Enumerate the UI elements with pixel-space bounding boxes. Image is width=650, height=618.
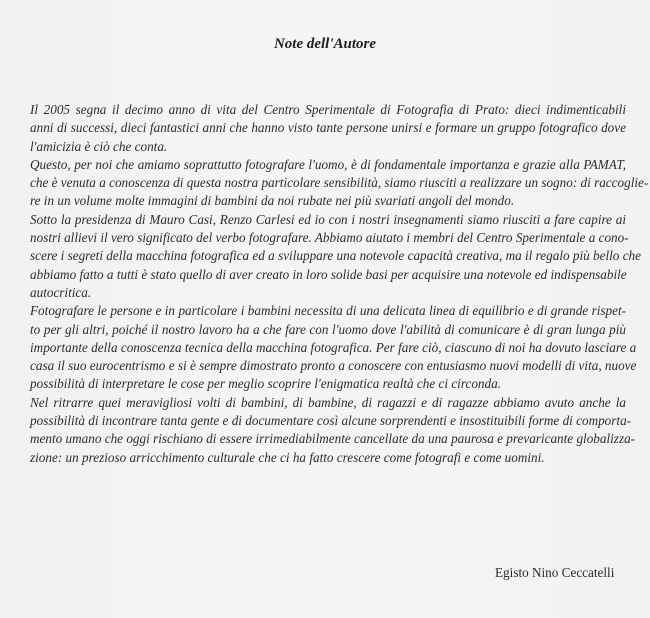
text-line: l'amicizia è ciò che conta. <box>30 138 168 154</box>
body-text <box>30 101 649 467</box>
text-line: importante della conoscenza tecnica della macchina fotografica. Per fare ciò, ciascuno di noi ha dovuto lasciare a <box>30 339 637 355</box>
text-line: autocritica. <box>30 284 92 300</box>
text-line: possibilità di interpretare le cose per meglio scoprire l'enigmatica realtà che ci circonda. <box>30 376 502 392</box>
paragraph-4 <box>30 302 637 393</box>
paragraph-2 <box>30 156 649 211</box>
text-line: mento umano che oggi rischiano di essere irrimediabilmente cancellate da una paurosa e prevaricante globalizza- <box>30 431 636 447</box>
author-signature: Egisto Nino Ceccatelli <box>495 565 615 580</box>
text-line: scere i segreti della macchina fotografica ed a sviluppare una notevole capacità creativa, ma il regalo più bello che <box>30 248 641 264</box>
text-line: Questo, per noi che amiamo soprattutto fotografare l'uomo, è di fondamentale importanza e grazie alla PAMAT, <box>30 156 626 172</box>
text-line: re in un volume molte immagini di bambini da noi rubate nei più svariati angoli del mondo. <box>30 193 515 209</box>
text-line: Sotto la presidenza di Mauro Casi, Renzo Carlesi ed io con i nostri insegnamenti siamo riusciti a fare capire ai <box>30 211 626 227</box>
text-line: zione: un prezioso arricchimento culturale che ci ha fatto crescere come fotografi e come uomini. <box>30 449 545 465</box>
text-line: Nel ritrarre quei meravigliosi volti di bambini, di bambine, di ragazzi e di ragazze abbiamo avuto anche la <box>30 394 626 410</box>
text-line: che è venuta a conoscenza di questa nostra particolare sensibilità, siamo riusciti a realizzare un sogno: di raccoglie- <box>30 175 649 191</box>
text-line: possibilità di incontrare tanta gente e di documentare così alcune sorprendenti e insostituibili forme di comporta- <box>30 413 632 429</box>
text-line: nostri allievi il vero significato del verbo fotografare. Abbiamo aiutato i membri del Centro Sperimentale a cono- <box>30 230 629 246</box>
text-line: Fotografare le persone e in particolare i bambini necessita di una delicata linea di equilibrio e di grande rispet- <box>30 303 626 319</box>
paragraph-1 <box>30 101 626 156</box>
text-line: casa il suo eurocentrismo e si è sempre dimostrato pronto a conoscere con entusiasmo nuovi modelli di vita, nuove <box>30 358 637 374</box>
paragraph-3 <box>30 211 641 302</box>
text-line: Il 2005 segna il decimo anno di vita del Centro Sperimentale di Fotografia di Prato: dieci indimenticabili <box>30 102 626 117</box>
text-line: to per gli altri, poiché il nostro lavoro ha a che fare con l'uomo dove l'abilità di comunicare è di gran lunga più <box>30 321 626 337</box>
page-title: Note dell'Autore <box>273 36 377 52</box>
text-line: abbiamo fatto a tutti è stato quello di aver creato in loro solide basi per acquisire una notevole ed indispensabile <box>30 266 627 282</box>
paragraph-5 <box>30 394 636 467</box>
text-line: anni di successi, dieci fantastici anni che hanno visto tante persone unirsi e formare un gruppo fotografico dove <box>30 120 626 136</box>
